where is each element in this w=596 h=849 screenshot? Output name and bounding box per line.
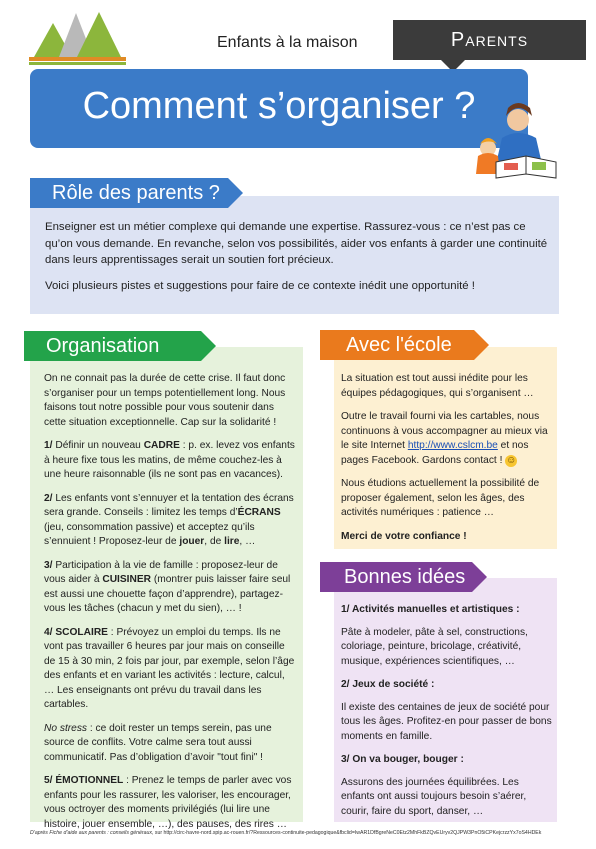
role-header [30, 178, 228, 208]
item-5-keyword: 5/ ÉMOTIONNEL [44, 775, 124, 786]
item-2-text-c: , de [204, 536, 225, 547]
role-title: Rôle des parents ? [52, 182, 220, 204]
logo-triangle-right [77, 12, 121, 57]
item-2-keyword: ÉCRANS [237, 507, 281, 518]
ecole-title: Avec l'école [346, 334, 452, 356]
page-title: Comment s’organiser ? [82, 85, 476, 127]
logo-bar-orange [29, 57, 126, 61]
ecole-paragraph-2-b: et nos pages Facebook. Gardons contact ! [341, 440, 529, 466]
idee-1-heading: 1/ Activités manuelles et artistiques : [341, 604, 520, 615]
item-2-text-d: , … [239, 536, 256, 547]
idee-3-heading: 3/ On va bouger, bouger : [341, 754, 464, 765]
footer-prefix: D’après [30, 830, 50, 836]
organisation-item-2 [44, 492, 297, 550]
organisation-header-tip [201, 331, 216, 361]
item-3-text-b: (montrer puis laisser faire seul est aussi une chouette façon d’apprendre), partagez-vous les tâches (chacun y met du sien), … ! [44, 574, 291, 614]
item-3-text-a: Participation à la vie de famille : proposez-leur de vous aider à [44, 559, 278, 585]
organisation-no-stress [44, 722, 297, 766]
organisation-item-4 [44, 626, 297, 713]
logo-bar-green [29, 62, 126, 65]
item-5-text: : Prenez le temps de parler avec vos enfants pour les rassurer, les valoriser, les encourager, vous octroyer des moments privilégiés (lui lire une histoire, jouer ensemble, …), des pauses, des rires … [44, 775, 292, 830]
idees-title: Bonnes idées [344, 566, 466, 588]
organisation-item-1 [44, 439, 297, 483]
no-stress-keyword: No stress [44, 722, 88, 734]
organisation-text [44, 372, 297, 841]
ecole-text [341, 372, 551, 553]
idee-2-heading: 2/ Jeux de société : [341, 679, 435, 690]
organisation-item-3 [44, 559, 297, 617]
reading-illustration [466, 102, 574, 188]
parents-tab [393, 20, 586, 60]
footer-url[interactable]: , sur http://circ-havre-nord.spip.ac-rouen.fr/?Ressources-continuite-pedagogique&fbclid=IwAR1DfBgreNeC0Etz2MhFkBZQvEUryv2QJPW3PnO5iCPKejcrzzYx7oS4HDEk [152, 830, 542, 836]
idee-1-text: Pâte à modeler, pâte à sel, constructions, coloriage, peinture, bricolage, créativité, musique, expériences scientifiques, … [341, 626, 528, 667]
item-2-text-a: Les enfants vont s’ennuyer et la tentation des écrans sera grande. Conseils : limitez les temps d’ [44, 492, 294, 518]
role-text [45, 219, 553, 303]
parents-tab-label: Parents [450, 29, 529, 51]
idees-header-tip [472, 562, 487, 592]
home-subtitle: Enfants à la maison [217, 34, 358, 51]
ecole-thanks: Merci de votre confiance ! [341, 530, 467, 542]
role-header-tip [228, 178, 243, 208]
main-title-banner [30, 69, 528, 148]
organisation-intro: On ne connait pas la durée de cette crise. Il faut donc s’organiser pour un temps potentiellement long. Nous faisons tout notre possible pour vous soutenir dans cette situation exceptionnelle. Cap sur la solidarité ! [44, 373, 286, 428]
item-3-number: 3/ [44, 559, 53, 571]
ecole-header [320, 330, 474, 360]
item-2-number: 2/ [44, 492, 53, 504]
role-paragraph-1: Enseigner est un métier complexe qui demande une expertise. Rassurez-vous : ce n’est pas ce qu’on vous demande. En revanche, selon vos possibilités, aider vos enfants à garder une continuité dans leurs apprentissages serait un soutien fort précieux. [45, 221, 548, 266]
idees-text [341, 603, 553, 828]
organisation-item-5 [44, 774, 297, 832]
footer-source [30, 830, 590, 836]
organisation-title: Organisation [46, 335, 160, 357]
organisation-header [24, 331, 201, 361]
ecole-paragraph-3: Nous étudions actuellement la possibilité de proposer également, selon les âges, des activités numériques : patience … [341, 478, 540, 518]
item-2-keyword-lire: lire [224, 536, 240, 547]
ecole-paragraph-2 [341, 410, 551, 468]
item-1-text-a: Définir un nouveau [52, 440, 144, 451]
idee-2-text: Il existe des centaines de jeux de société pour tous les âges. Profitez-en pour passer de bons moments en famille. [341, 701, 552, 742]
idees-header [320, 562, 472, 592]
role-paragraph-2: Voici plusieurs pistes et suggestions pour faire de ce contexte inédit une opportunité ! [45, 279, 475, 292]
item-1-number: 1/ [44, 440, 53, 451]
item-4-keyword: 4/ SCOLAIRE [44, 626, 108, 638]
item-4-text: : Prévoyez un emploi du temps. Ils ne vont pas travailler 6 heures par jour mais on conseille de 15 à 30 min, 2 fois par jour, par exemple, selon l’âge des enfants et en variant les activités : lecture, calcul, … Les enseignants ont prévu du travail dans les cartables. [44, 626, 295, 710]
website-link[interactable]: http://www.cslcm.be [407, 440, 498, 451]
no-stress-text: : ce doit rester un temps serein, pas une source de conflits. Votre calme sera tout aussi communicatif. Pas d’obligation d’avoir "tout fini" ! [44, 722, 272, 763]
footer-document-title: Fiche d’aide aux parents : conseils généraux [49, 830, 152, 836]
item-3-keyword: CUISINER [102, 574, 152, 585]
item-2-keyword-jouer: jouer [179, 536, 205, 547]
item-2-text-b: (jeu, consommation passive) et acceptez qu’ils s’ennuient ! Proposez-leur de [44, 521, 255, 547]
ecole-paragraph-2-a: Outre le travail fourni via les cartables, nous continuons à vous accompagner au mieux via le site Internet [341, 411, 548, 451]
item-1-keyword: CADRE [143, 440, 180, 451]
idee-3-text: Assurons des journées équilibrées. Les enfants ont aussi toujours besoin s’aérer, courir, faire du sport, danser, … [341, 776, 527, 817]
item-1-text-b: : p. ex. levez vos enfants à heure fixe tous les matins, de même couchez-les à une heure raisonnable (ils ne sont pas en vacances). [44, 440, 295, 480]
ecole-header-tip [474, 330, 489, 360]
smiley-icon: ☺ [506, 454, 517, 466]
ecole-paragraph-1: La situation est tout aussi inédite pour les équipes pédagogiques, qui s’organisent … [341, 373, 534, 399]
